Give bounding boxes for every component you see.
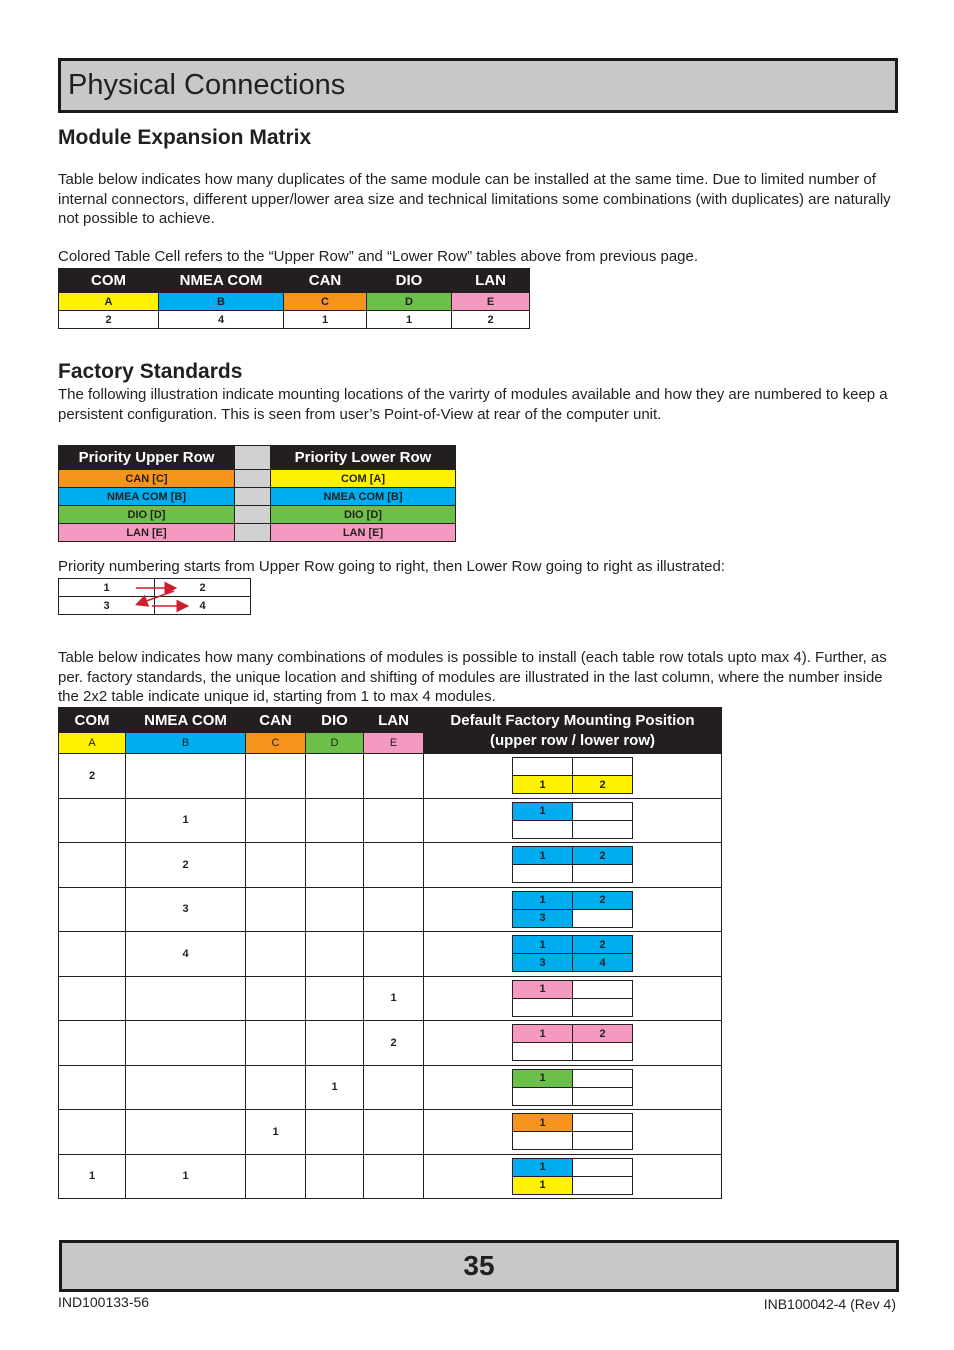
letter-e: E — [452, 293, 530, 311]
mount-grid-row — [513, 820, 633, 838]
mount-slot: 1 — [513, 1025, 573, 1043]
combo-value — [306, 1021, 364, 1066]
expansion-matrix-table — [58, 268, 530, 329]
mount-slot — [573, 802, 633, 820]
combo-value: 3 — [126, 887, 246, 932]
combo-value — [246, 1154, 306, 1199]
mount-grid-row — [513, 1158, 633, 1176]
combo-value: 1 — [126, 1154, 246, 1199]
combo-value — [59, 1065, 126, 1110]
header-lan: LAN — [452, 269, 530, 293]
order-cell-2: 2 — [155, 579, 251, 597]
header-com: COM — [59, 269, 159, 293]
mount-grid-row — [513, 1176, 633, 1194]
combo-value — [364, 843, 424, 888]
mount-slot: 1 — [513, 802, 573, 820]
priority-upper-1: CAN [C] — [59, 470, 235, 488]
combo-value: 2 — [59, 754, 126, 799]
combo-value — [306, 1154, 364, 1199]
combo-value — [364, 887, 424, 932]
priority-row — [59, 506, 456, 524]
combo-value — [126, 1021, 246, 1066]
mount-slot — [573, 865, 633, 883]
combo-mount-cell — [424, 1154, 722, 1199]
priority-row — [59, 524, 456, 542]
mount-slot — [513, 1043, 573, 1061]
mount-slot: 1 — [513, 1176, 573, 1194]
mount-slot: 2 — [573, 1025, 633, 1043]
expansion-header-row — [59, 269, 530, 293]
mount-grid-row — [513, 1132, 633, 1150]
mount-grid-row — [513, 758, 633, 776]
combo-value — [246, 976, 306, 1021]
combo-value: 1 — [364, 976, 424, 1021]
mount-slot — [513, 998, 573, 1016]
mount-slot: 1 — [513, 891, 573, 909]
combination-row — [59, 754, 722, 799]
combo-value — [364, 754, 424, 799]
mount-slot: 2 — [573, 891, 633, 909]
mount-grid-row — [513, 776, 633, 794]
letter-d: D — [367, 293, 452, 311]
combo-header: COM — [59, 708, 126, 733]
combination-row — [59, 887, 722, 932]
header-nmea-com: NMEA COM — [159, 269, 284, 293]
combo-mount-cell — [424, 1065, 722, 1110]
page-title-bar — [58, 58, 898, 113]
mount-slot — [573, 980, 633, 998]
combo-value: 4 — [126, 932, 246, 977]
mount-slot — [573, 1158, 633, 1176]
mount-slot: 2 — [573, 776, 633, 794]
combo-header: LAN — [364, 708, 424, 733]
combo-value — [126, 976, 246, 1021]
mount-slot: 1 — [513, 936, 573, 954]
mount-slot: 2 — [573, 936, 633, 954]
combo-mount-cell — [424, 798, 722, 843]
combination-row — [59, 1154, 722, 1199]
mount-slot: 1 — [513, 980, 573, 998]
mount-grid-row — [513, 998, 633, 1016]
header-can: CAN — [284, 269, 367, 293]
section-heading-expansion: Module Expansion Matrix — [58, 126, 312, 149]
combo-value — [306, 843, 364, 888]
priority-spacer — [235, 506, 271, 524]
combo-value — [59, 1110, 126, 1155]
mount-slot — [573, 1132, 633, 1150]
expansion-letter-row — [59, 293, 530, 311]
combo-value — [364, 932, 424, 977]
mount-grid — [512, 1158, 633, 1195]
mount-slot: 1 — [513, 847, 573, 865]
combo-value — [246, 1065, 306, 1110]
priority-upper-3: DIO [D] — [59, 506, 235, 524]
priority-upper-header: Priority Upper Row — [59, 446, 235, 470]
mount-slot — [573, 1087, 633, 1105]
combo-mount-cell — [424, 976, 722, 1021]
mount-grid-row — [513, 980, 633, 998]
mount-slot — [513, 758, 573, 776]
mount-grid — [512, 802, 633, 839]
mount-grid-row — [513, 847, 633, 865]
combo-value — [246, 932, 306, 977]
mount-grid — [512, 757, 633, 794]
priority-header-row — [59, 446, 456, 470]
priority-spacer — [235, 446, 271, 470]
header-dio: DIO — [367, 269, 452, 293]
mount-slot — [573, 1176, 633, 1194]
mount-slot: 1 — [513, 776, 573, 794]
combo-mount-cell — [424, 932, 722, 977]
combo-header: CAN — [246, 708, 306, 733]
combo-value — [306, 798, 364, 843]
order-cell-3: 3 — [59, 597, 155, 615]
combination-header-row — [59, 708, 722, 733]
combination-row — [59, 843, 722, 888]
page-title: Physical Connections — [68, 69, 346, 101]
mount-slot — [573, 909, 633, 927]
combo-value — [306, 754, 364, 799]
combo-mount-cell — [424, 1021, 722, 1066]
combo-value — [246, 754, 306, 799]
section-heading-factory: Factory Standards — [58, 360, 243, 383]
combo-value — [364, 1110, 424, 1155]
mount-slot: 1 — [513, 1069, 573, 1087]
combination-row — [59, 1110, 722, 1155]
mount-slot: 1 — [513, 1158, 573, 1176]
mount-grid — [512, 980, 633, 1017]
mount-slot — [513, 820, 573, 838]
combination-row — [59, 1021, 722, 1066]
combo-position-header-line1: Default Factory Mounting Position — [450, 711, 695, 729]
combo-header: DIO — [306, 708, 364, 733]
combo-value: 2 — [126, 843, 246, 888]
priority-lower-header: Priority Lower Row — [271, 446, 456, 470]
mount-slot — [513, 865, 573, 883]
combo-letter: E — [364, 733, 424, 754]
combo-value — [246, 843, 306, 888]
mount-grid-row — [513, 1114, 633, 1132]
combo-value — [59, 843, 126, 888]
value-dio: 1 — [367, 311, 452, 329]
mount-grid — [512, 1024, 633, 1061]
mount-slot: 4 — [573, 954, 633, 972]
combination-row — [59, 1065, 722, 1110]
combo-header: NMEA COM — [126, 708, 246, 733]
mount-slot — [573, 820, 633, 838]
priority-lower-4: LAN [E] — [271, 524, 456, 542]
mount-grid — [512, 891, 633, 928]
mount-slot: 3 — [513, 909, 573, 927]
mount-grid-row — [513, 1087, 633, 1105]
priority-lower-3: DIO [D] — [271, 506, 456, 524]
priority-row — [59, 470, 456, 488]
letter-c: C — [284, 293, 367, 311]
priority-spacer — [235, 488, 271, 506]
combo-letter: B — [126, 733, 246, 754]
priority-row — [59, 488, 456, 506]
order-cell-4: 4 — [155, 597, 251, 615]
combo-value — [306, 976, 364, 1021]
priority-upper-4: LAN [E] — [59, 524, 235, 542]
combination-row — [59, 932, 722, 977]
combo-value — [126, 1065, 246, 1110]
page-number: 35 — [463, 1250, 495, 1281]
mount-grid — [512, 846, 633, 883]
footer-left-code: IND100133-56 — [58, 1294, 150, 1310]
combo-value — [364, 1154, 424, 1199]
combination-row — [59, 976, 722, 1021]
order-cell-1: 1 — [59, 579, 155, 597]
mount-grid-row — [513, 954, 633, 972]
combo-value — [59, 798, 126, 843]
value-nmea-com: 4 — [159, 311, 284, 329]
combo-value — [306, 932, 364, 977]
combo-value — [246, 1021, 306, 1066]
mount-grid — [512, 1069, 633, 1106]
value-lan: 2 — [452, 311, 530, 329]
mount-slot — [573, 998, 633, 1016]
mount-grid-row — [513, 1025, 633, 1043]
mount-slot: 1 — [513, 1114, 573, 1132]
combo-mount-cell — [424, 1110, 722, 1155]
combo-value — [306, 1110, 364, 1155]
footer-right-code: INB100042-4 (Rev 4) — [763, 1296, 896, 1312]
mount-grid-row — [513, 909, 633, 927]
combo-value — [126, 754, 246, 799]
priority-table — [58, 445, 456, 542]
combo-value — [59, 932, 126, 977]
priority-spacer — [235, 470, 271, 488]
combo-mount-cell — [424, 754, 722, 799]
combo-mount-cell — [424, 887, 722, 932]
combination-table-container — [58, 707, 722, 1199]
combo-value — [246, 798, 306, 843]
combo-value — [364, 798, 424, 843]
priority-spacer — [235, 524, 271, 542]
combo-value: 1 — [126, 798, 246, 843]
mount-slot — [573, 1069, 633, 1087]
combo-position-header-line2: (upper row / lower row) — [489, 731, 655, 749]
mount-grid-row — [513, 936, 633, 954]
mount-slot — [573, 1114, 633, 1132]
combo-value — [306, 887, 364, 932]
combo-mount-cell — [424, 843, 722, 888]
combination-row — [59, 798, 722, 843]
combo-value: 1 — [246, 1110, 306, 1155]
mount-grid — [512, 935, 633, 972]
combo-value — [364, 1065, 424, 1110]
mount-slot — [573, 1043, 633, 1061]
mount-grid-row — [513, 891, 633, 909]
factory-paragraph: The following illustration indicate mounting locations of the varirty of modules available and how they are numbered to keep a persistent configuration. This is seen from user’s Point-of-View at rear of the computer unit. — [58, 386, 888, 423]
mount-grid-row — [513, 1043, 633, 1061]
combo-value — [246, 887, 306, 932]
letter-a: A — [59, 293, 159, 311]
letter-b: B — [159, 293, 284, 311]
mount-slot — [573, 758, 633, 776]
combination-table — [58, 707, 722, 1199]
combo-position-header — [424, 708, 722, 754]
color-note-paragraph: Colored Table Cell refers to the “Upper Row” and “Lower Row” tables above from previous page. — [58, 248, 699, 265]
priority-lower-1: COM [A] — [271, 470, 456, 488]
mount-slot: 2 — [573, 847, 633, 865]
combo-value: 2 — [364, 1021, 424, 1066]
combo-value: 1 — [306, 1065, 364, 1110]
mount-slot — [513, 1087, 573, 1105]
value-com: 2 — [59, 311, 159, 329]
expansion-value-row — [59, 311, 530, 329]
mount-grid-row — [513, 1069, 633, 1087]
combo-letter: A — [59, 733, 126, 754]
page-number-bar — [59, 1240, 899, 1292]
mount-slot — [513, 1132, 573, 1150]
priority-lower-2: NMEA COM [B] — [271, 488, 456, 506]
combo-value — [59, 887, 126, 932]
order-arrows-icon — [130, 580, 194, 614]
mount-grid — [512, 1113, 633, 1150]
mount-slot: 3 — [513, 954, 573, 972]
combo-letter: D — [306, 733, 364, 754]
value-can: 1 — [284, 311, 367, 329]
combo-value — [126, 1110, 246, 1155]
combo-value: 1 — [59, 1154, 126, 1199]
expansion-paragraph: Table below indicates how many duplicates of the same module can be installed at the same time. Due to limited number of internal connectors, different upper/lower area size and technical limitations some combinations (with duplicates) are naturally not possible to achieve. — [58, 171, 891, 227]
priority-upper-2: NMEA COM [B] — [59, 488, 235, 506]
priority-order-paragraph: Priority numbering starts from Upper Row going to right, then Lower Row going to right as illustrated: — [58, 558, 725, 575]
combo-letter: C — [246, 733, 306, 754]
combo-value — [59, 1021, 126, 1066]
mount-grid-row — [513, 865, 633, 883]
combination-paragraph: Table below indicates how many combinations of modules is possible to install (each table row totals upto max 4). Further, as per. factory standards, the unique location and shifting of modules are illustrated in the last column, where the number inside the 2x2 table indicate unique id, starting from 1 to max 4 modules. — [58, 649, 887, 705]
mount-grid-row — [513, 802, 633, 820]
combo-value — [59, 976, 126, 1021]
